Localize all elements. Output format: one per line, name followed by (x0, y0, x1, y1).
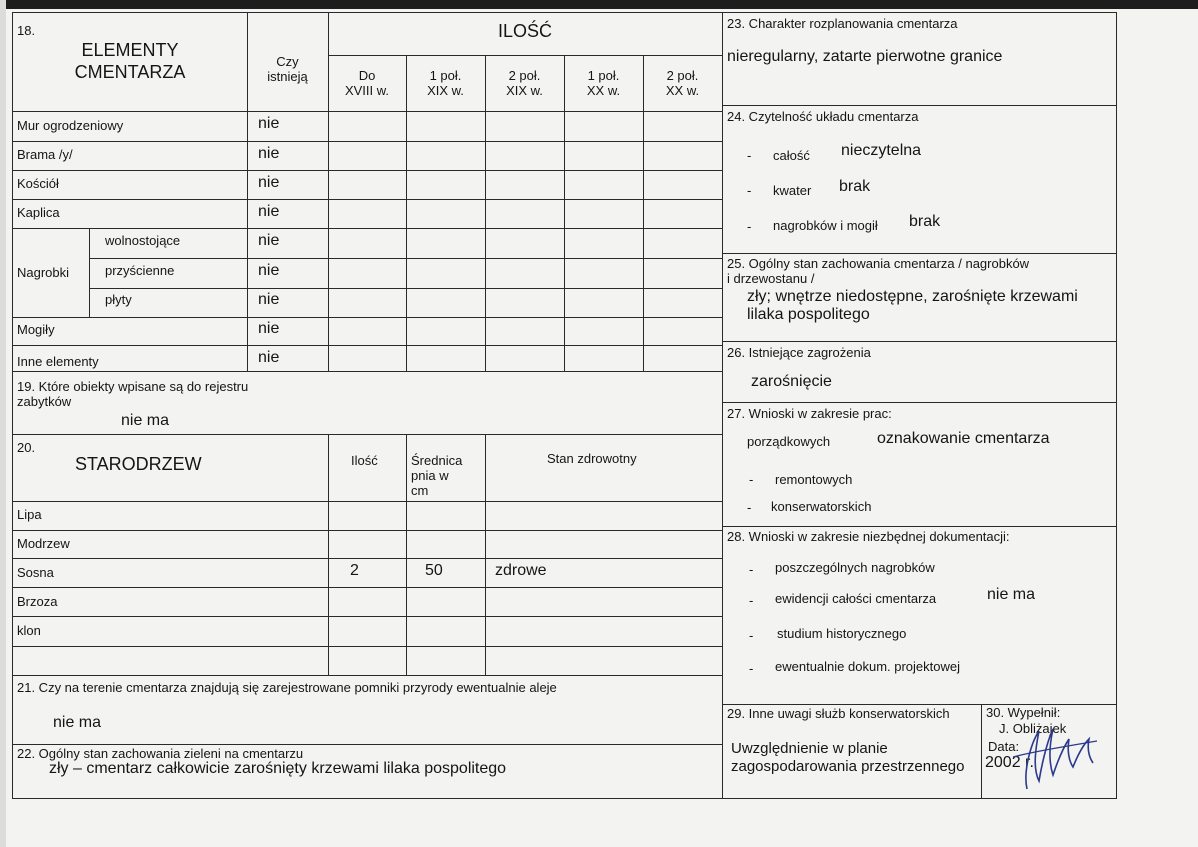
legibility-item-value: brak (839, 178, 871, 195)
element-row-label: płyty (105, 292, 132, 307)
section-25-question: 25. Ogólny stan zachowania cmentarza / nagrobków i drzewostanu / (727, 256, 1030, 286)
section-23-question: 23. Charakter rozplanowania cmentarza (727, 16, 958, 31)
tree-row-species: Modrzew (17, 536, 70, 551)
section-22-answer: zły – cmentarz całkowicie zarośnięty krzewami lilaka pospolitego (49, 760, 507, 777)
legibility-item-label: całość (773, 148, 810, 163)
documentation-item-value: nie ma (987, 586, 1036, 603)
period-header: 2 poł. XX w. (665, 68, 700, 98)
works-item-label: remontowych (775, 472, 853, 487)
tree-row-species: klon (17, 623, 41, 638)
cemetery-record-form (12, 12, 1117, 799)
old-trees-title: STARODRZEW (75, 454, 202, 474)
element-row-label: Mur ogrodzeniowy (17, 118, 124, 133)
tree-row-species: Brzoza (17, 594, 58, 609)
element-row-exists: nie (258, 320, 280, 337)
documentation-item-label: ewentualnie dokum. projektowej (775, 659, 960, 674)
tree-health-header: Stan zdrowotny (547, 451, 637, 466)
tombstones-group-label: Nagrobki (17, 265, 70, 280)
period-header: 1 poł. XX w. (586, 68, 621, 98)
list-dash: - (747, 183, 752, 198)
section-20-number: 20. (17, 440, 36, 455)
element-row-label: przyścienne (105, 263, 175, 278)
works-item-label: konserwatorskich (771, 499, 872, 514)
section-19-answer: nie ma (121, 412, 170, 429)
element-row-exists: nie (258, 145, 280, 162)
element-row-label: Inne elementy (17, 354, 99, 369)
documentation-item-label: poszczególnych nagrobków (775, 560, 935, 575)
scan-top-edge (0, 0, 1198, 9)
tree-count-header: Ilość (351, 453, 378, 468)
list-dash: - (747, 148, 752, 163)
element-row-label: Kościół (17, 176, 59, 191)
trunk-diameter-header: Średnica pnia w cm (411, 453, 463, 498)
element-row-exists: nie (258, 262, 280, 279)
elements-title: ELEMENTY CMENTARZA (74, 40, 186, 82)
date-label: Data: (988, 739, 1020, 754)
legibility-item-value: brak (909, 213, 941, 230)
list-dash: - (749, 562, 754, 577)
section-21-answer: nie ma (53, 714, 102, 731)
documentation-item-label: studium historycznego (777, 626, 907, 641)
section-21-question: 21. Czy na terenie cmentarza znajdują się zarejestrowane pomniki przyrody ewentualnie aleje (17, 680, 557, 695)
list-dash: - (747, 219, 752, 234)
element-row-exists: nie (258, 232, 280, 249)
section-29-answer: Uwzględnienie w planie zagospodarowania przestrzennego (731, 740, 965, 775)
element-row-exists: nie (258, 291, 280, 308)
list-dash: - (749, 661, 754, 676)
scan-left-edge (0, 0, 6, 847)
tree-row-species: Sosna (17, 565, 54, 580)
filled-by-label: 30. Wypełnił: (986, 705, 1061, 720)
element-row-exists: nie (258, 174, 280, 191)
section-25-answer: zły; wnętrze niedostępne, zarośnięte krzewami lilaka pospolitego (747, 288, 1078, 323)
works-item-value: oznakowanie cmentarza (877, 430, 1050, 447)
element-row-label: wolnostojące (105, 233, 181, 248)
tree-row-diameter: 50 (425, 562, 443, 579)
filled-by-name: J. Obliżajek (999, 721, 1067, 736)
section-22-question: 22. Ogólny stan zachowania zieleni na cmentarzu (17, 746, 304, 761)
element-row-label: Kaplica (17, 205, 60, 220)
element-row-exists: nie (258, 115, 280, 132)
section-23-answer: nieregularny, zatarte pierwotne granice (727, 48, 1003, 65)
period-header: Do XVIII w. (344, 68, 390, 98)
handwritten-signature (1009, 717, 1101, 797)
tree-row-species: Lipa (17, 507, 42, 522)
legibility-item-label: kwater (773, 183, 812, 198)
section-18-number: 18. (17, 23, 36, 38)
element-row-label: Mogiły (17, 322, 55, 337)
period-header: 1 poł. XIX w. (427, 68, 464, 98)
period-header: 2 poł. XIX w. (506, 68, 543, 98)
works-item-label: porządkowych (747, 434, 831, 449)
section-19-question: 19. Które obiekty wpisane są do rejestru zabytków (17, 379, 249, 409)
quantity-header: ILOŚĆ (497, 21, 553, 41)
section-27-question: 27. Wnioski w zakresie prac: (727, 406, 892, 421)
list-dash: - (747, 500, 752, 515)
legibility-item-label: nagrobków i mogił (773, 218, 878, 233)
tree-row-count: 2 (350, 562, 359, 579)
list-dash: - (749, 593, 754, 608)
documentation-item-label: ewidencji całości cmentarza (775, 591, 937, 606)
legibility-item-value: nieczytelna (841, 142, 922, 159)
element-row-label: Brama /y/ (17, 147, 73, 162)
section-29-question: 29. Inne uwagi służb konserwatorskich (727, 706, 950, 721)
section-26-answer: zarośnięcie (751, 373, 832, 390)
list-dash: - (749, 628, 754, 643)
element-row-exists: nie (258, 349, 280, 366)
date-year: 2002 r. (985, 754, 1034, 771)
element-row-exists: nie (258, 203, 280, 220)
tree-row-health: zdrowe (495, 562, 547, 579)
section-24-question: 24. Czytelność układu cmentarza (727, 109, 919, 124)
section-26-question: 26. Istniejące zagrożenia (727, 345, 871, 360)
exists-header: Czy istnieją (267, 54, 308, 84)
section-28-question: 28. Wnioski w zakresie niezbędnej dokumentacji: (727, 529, 1010, 544)
list-dash: - (749, 472, 754, 487)
